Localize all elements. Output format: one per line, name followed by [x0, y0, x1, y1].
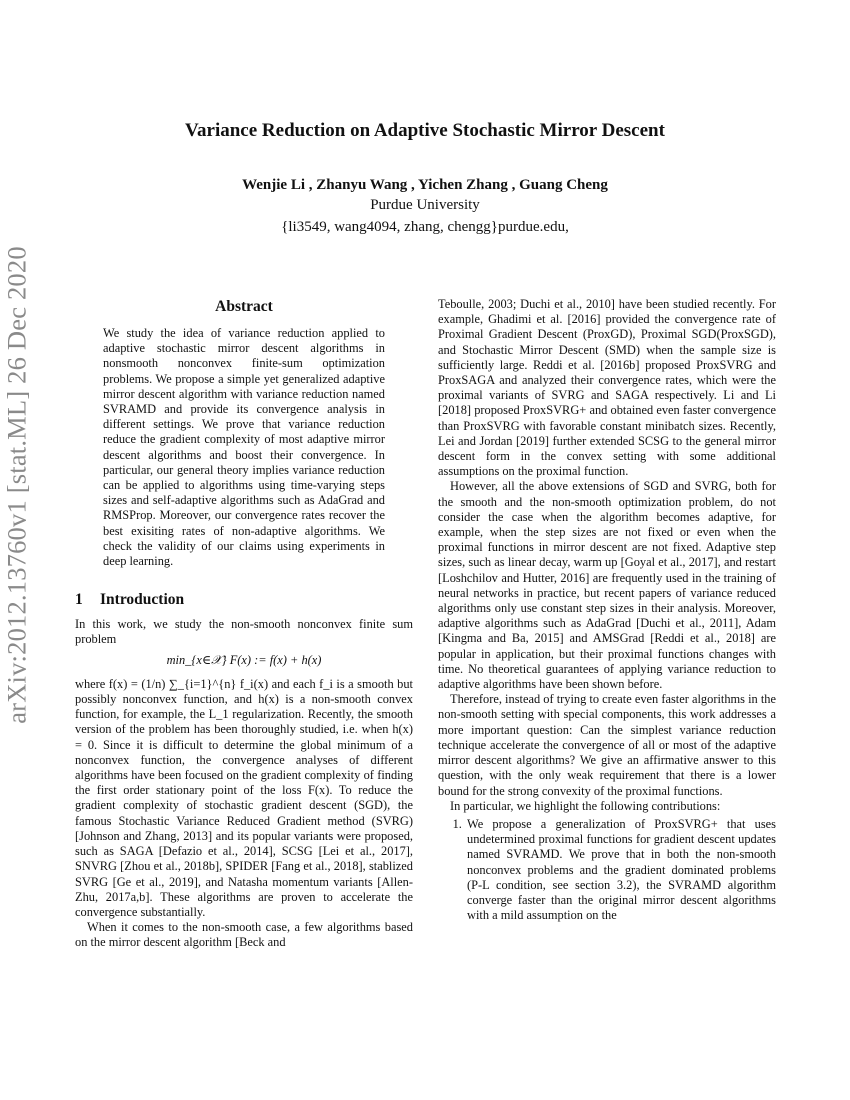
left-column	[75, 298, 413, 951]
arxiv-side-stamp	[0, 246, 34, 724]
author-emails: {li3549, wang4094, zhang, chengg}purdue.edu,	[281, 219, 569, 235]
intro-paragraph-1: In this work, we study the non-smooth nonconvex finite sum problem	[75, 617, 413, 647]
intro-paragraph-2: where f(x) = (1/n) ∑_{i=1}^{n} f_i(x) and each f_i is a smooth but possibly nonconvex function, and h(x) is a non-smooth convex function, for example, the L_1 regularization. Recently, the smooth version of the problem has been thoroughly studied, i.e. when h(x) = 0. Since it is difficult to determine the global minimum of a nonconvex function, the convergence analyses of different algorithms have been focused on the gradient complexity of finding the first order stationary point of the loss F(x). To reduce the gradient complexity of stochastic gradient descent (SGD), the famous Stochastic Variance Reduced Gradient method (SVRG) [Johnson and Zhang, 2013] and its popular variants were proposed, such as SAGA [Defazio et al., 2014], SCSG [Lei et al., 2017], SNVRG [Zhou et al., 2018b], SPIDER [Fang et al., 2018], stablized SVRG [Ge et al., 2019], and Natasha momentum variants [Allen-Zhu, 2017a,b]. These algorithms are proven to accelerate the convergence substantially.	[75, 676, 413, 919]
right-paragraph-4: In particular, we highlight the following contributions:	[450, 798, 721, 813]
contributions-list	[438, 817, 776, 923]
right-paragraph-2: However, all the above extensions of SGD and SVRG, both for the smooth and the non-smooth optimization problem, do not consider the case when the algorithm becomes adaptive, for example, when the step sizes are not fixed or even when the proximal functions in mirror descent are not fixed. Adaptive step sizes, such as linear decay, warm up [Goyal et al., 2017], and restart [Loshchilov and Hutter, 2016] are frequently used in the training of neural networks in practice, but recent papers of variance reduced algorithms only use constant step sizes in their analysis. Moreover, adaptive algorithms such as AdaGrad [Duchi et al., 2011], Adam [Kingma and Ba, 2015] and AMSGrad [Reddi et al., 2018] are popular in application, but their proximal functions changes with time. No theoretical guarantees of applying variance reduction to adaptive algorithms have been shown before.	[438, 479, 776, 692]
abstract-heading: Abstract	[215, 298, 273, 315]
right-column	[438, 297, 776, 923]
author-list: Wenjie Li , Zhanyu Wang , Yichen Zhang , Guang Cheng	[242, 177, 608, 193]
affiliation: Purdue University	[370, 197, 480, 213]
abstract-body: We study the idea of variance reduction applied to adaptive stochastic mirror descent algorithms in nonsmooth nonconvex finite-sum optimization problems. We propose a simple yet generalized adaptive mirror descent algorithm with variance reduction named SVRAMD and provide its convergence analysis in different settings. We prove that variance reduction reduce the gradient complexity of most adaptive mirror descent algorithms and boost their convergence. In particular, our general theory implies variance reduction can be applied to algorithms using time-varying steps sizes and self-adaptive algorithms such as AdaGrad and RMSProp. Moreover, our convergence rates recover the best exisiting rates of non-adaptive algorithms. We check the validity of our claims using experiments in deep learning.	[103, 326, 385, 569]
right-paragraph-1: Teboulle, 2003; Duchi et al., 2010] have been studied recently. For example, Ghadimi et al. [2016] provided the convergence rate of Proximal Gradient Descent (ProxGD), Proximal SGD(ProxSGD), and Stochastic Mirror Descent (SMD) when the sample size is sufficiently large. Reddi et al. [2016b] proposed ProxSVRG and ProxSAGA and analyzed their convergence rates, which were the proximal variants of SVRG and SAGA respectively. Li and Li [2018] proposed ProxSVRG+ and obtained even faster convergence than ProxSVRG with favorable constant minibatch sizes. Recently, Lei and Jordan [2019] further extended SCSG to the general mirror descent form in the convex setting with some additional assumptions on the proximal function.	[438, 297, 776, 479]
section-title: Introduction	[100, 591, 185, 609]
right-paragraph-3: Therefore, instead of trying to create even faster algorithms in the non-smooth setting with special components, this work addresses a more important question: Can the simplest variance reduction technique accelerate the convergence of all or most of the adaptive mirror descent algorithms? We give an affirmative answer to this question, with the only weak requirement that there is a lower bound for the strong convexity of the proximal functions.	[438, 692, 776, 798]
paper-title: Variance Reduction on Adaptive Stochastic Mirror Descent	[185, 120, 665, 141]
problem-equation: min_{x∈𝒳} F(x) := f(x) + h(x)	[166, 652, 322, 667]
arxiv-identifier: arXiv:2012.13760v1 [stat.ML] 26 Dec 2020	[1, 246, 32, 724]
section-number: 1	[75, 591, 83, 609]
contribution-item: 1. We propose a generalization of ProxSVRG+ that uses undetermined proximal functions for gradient descent updates named SVRAMD. We prove that in both the non-smooth nonconvex problems and the gradient dominated problems (P-L condition, see section 3.2), the SVRAMD algorithm converge faster than the original mirror descent algorithms with a mild assumption on the	[465, 817, 776, 923]
intro-paragraph-3: When it comes to the non-smooth case, a few algorithms based on the mirror descent algorithm [Beck and	[75, 920, 413, 950]
section-heading-introduction	[75, 591, 413, 609]
